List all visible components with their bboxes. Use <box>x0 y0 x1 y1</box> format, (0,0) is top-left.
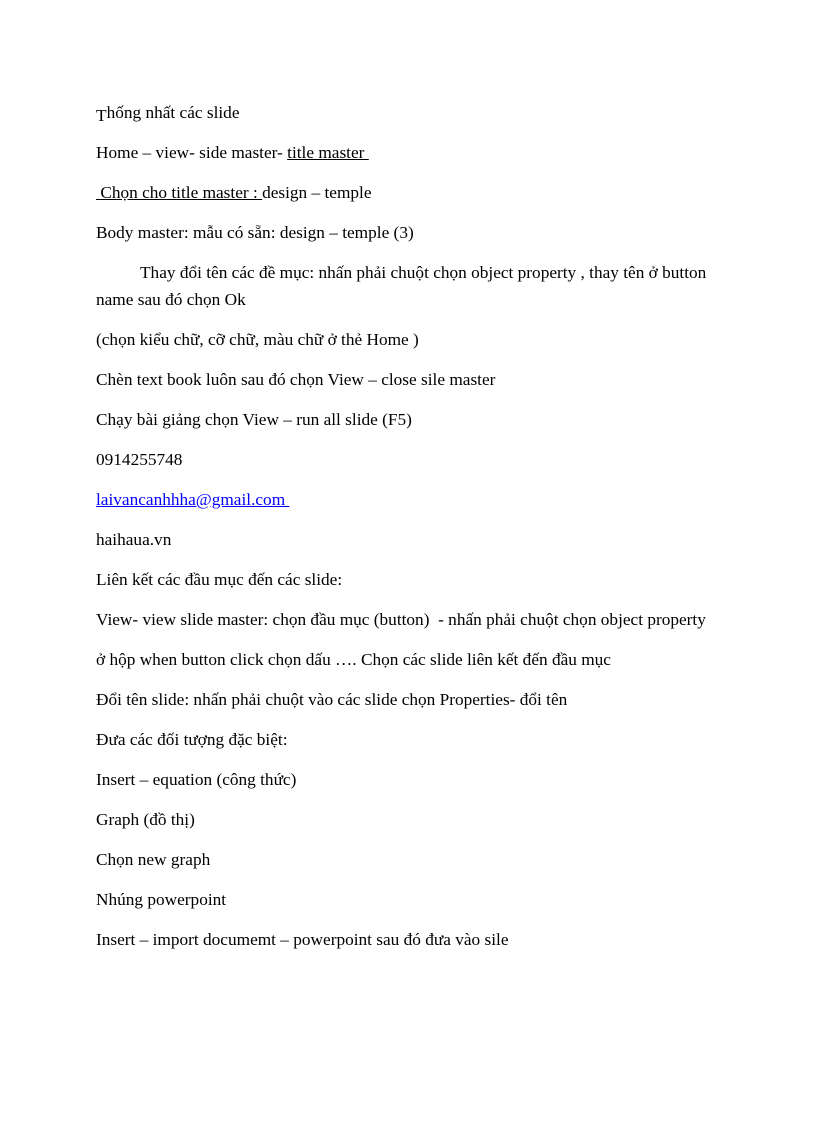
line-lien-ket-dau-muc: Liên kết các đầu mục đến các slide: <box>96 570 343 589</box>
line-thong-nhat-rest: hống nhất các slide <box>106 103 240 122</box>
line-thay-doi-ten-de-muc: Thay đổi tên các đề mục: nhấn phải chuột chọn object property , thay tên ở button name sau đó chọn Ok <box>96 263 707 309</box>
title-master-underlined-run: title master <box>287 143 369 162</box>
line-chon-kieu-chu: (chọn kiểu chữ, cỡ chữ, màu chữ ở thẻ Home ) <box>96 330 419 349</box>
line-chen-text-book: Chèn text book luôn sau đó chọn View – close sile master <box>96 370 496 389</box>
line-insert-equation: Insert – equation (công thức) <box>96 770 297 789</box>
email-link[interactable]: laivancanhhha@gmail.com <box>96 490 290 509</box>
line-chon-new-graph: Chọn new graph <box>96 850 211 869</box>
line-insert-import-document: Insert – import documemt – powerpoint sau đó đưa vào sile <box>96 930 509 949</box>
line-doi-ten-slide: Đổi tên slide: nhấn phải chuột vào các slide chọn Properties- đổi tên <box>96 690 568 709</box>
line-graph-do-thi: Graph (đồ thị) <box>96 810 195 829</box>
line-nhung-powerpoint: Nhúng powerpoint <box>96 890 227 909</box>
line-home-view-side-master <box>96 139 720 166</box>
line-email <box>96 486 720 513</box>
home-view-plain-run: Home – view- side master- <box>96 143 288 162</box>
line-website: haihaua.vn <box>96 530 172 549</box>
design-temple-run: design – temple <box>262 183 372 202</box>
line-o-hop-when-button-click: ở hộp when button click chọn dấu …. Chọn các slide liên kết đến đầu mục <box>96 650 611 669</box>
line-phone-number: 0914255748 <box>96 450 183 469</box>
line-body-master: Body master: mẫu có sẵn: design – temple (3) <box>96 223 414 242</box>
line-thong-nhat-cac-slide <box>96 99 720 126</box>
line-view-view-slide-master: View- view slide master: chọn đầu mục (button) - nhấn phải chuột chọn object property <box>96 610 706 629</box>
line-chay-bai-giang: Chạy bài giảng chọn View – run all slide (F5) <box>96 410 412 429</box>
chon-cho-title-master-underlined-run: Chọn cho title master : <box>96 183 263 202</box>
line-dua-cac-doi-tuong: Đưa các đối tượng đặc biệt: <box>96 730 288 749</box>
lowered-initial: T <box>96 106 107 125</box>
line-chon-cho-title-master <box>96 179 720 206</box>
